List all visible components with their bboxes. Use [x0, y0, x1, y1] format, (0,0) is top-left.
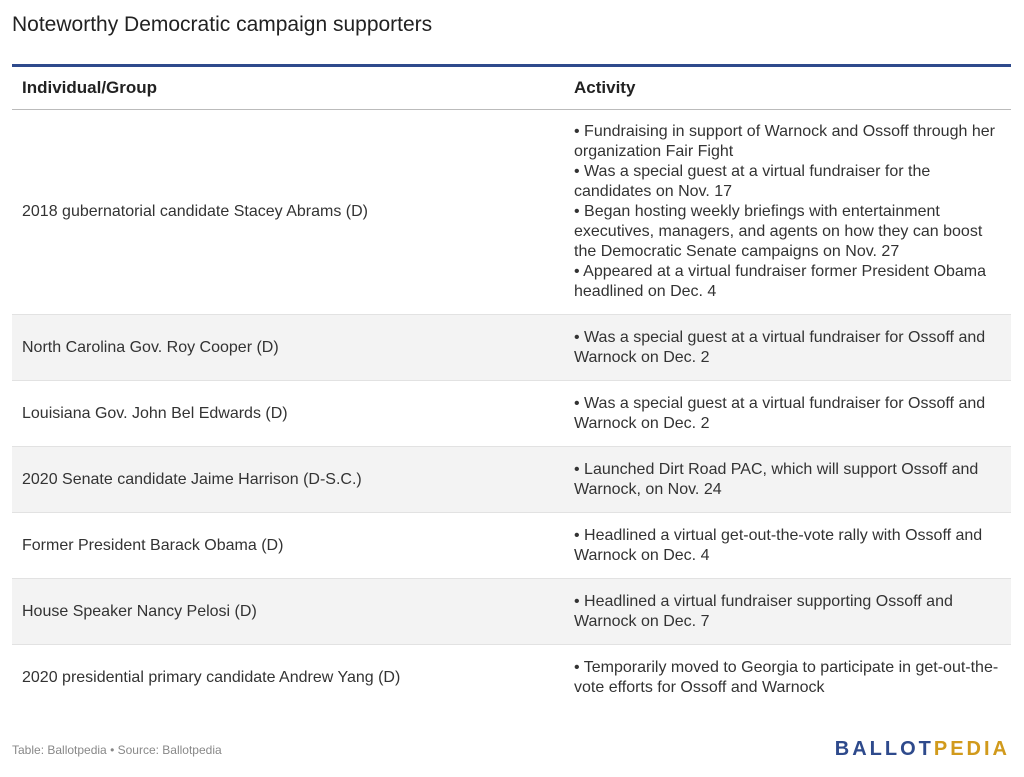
- activity-item: • Launched Dirt Road PAC, which will support Ossoff and Warnock, on Nov. 24: [574, 460, 979, 498]
- individual-cell: Louisiana Gov. John Bel Edwards (D): [22, 404, 288, 422]
- table-row: [12, 447, 1011, 513]
- activity-cell: [564, 513, 1011, 579]
- individual-cell: North Carolina Gov. Roy Cooper (D): [22, 338, 279, 356]
- activity-item: • Appeared at a virtual fundraiser former President Obama headlined on Dec. 4: [574, 263, 987, 300]
- table-header-row: [12, 66, 1011, 110]
- table-body: [12, 110, 1011, 711]
- activity-item: • Headlined a virtual get-out-the-vote rally with Ossoff and Warnock on Dec. 4: [574, 526, 983, 564]
- activity-cell: [564, 447, 1011, 513]
- logo-part-pedia: PEDIA: [933, 738, 1010, 760]
- activity-cell: [564, 579, 1011, 645]
- activity-cell: [564, 381, 1011, 447]
- column-header-individual: Individual/Group: [22, 78, 158, 97]
- activity-cell: [564, 315, 1011, 381]
- activity-cell: [564, 110, 1011, 315]
- logo-part-ballot: BALLOT: [834, 738, 934, 760]
- activity-item: • Began hosting weekly briefings with entertainment executives, managers, and agents on how they can boost the Democratic Senate campaigns on Nov. 27: [574, 203, 983, 260]
- table-row: [12, 645, 1011, 711]
- activity-item: • Headlined a virtual fundraiser supporting Ossoff and Warnock on Dec. 7: [574, 592, 953, 630]
- source-footer: Table: Ballotpedia • Source: Ballotpedia: [12, 743, 222, 757]
- table-row: [12, 315, 1011, 381]
- activity-cell: [564, 645, 1011, 711]
- page-title: Noteworthy Democratic campaign supporters: [12, 13, 433, 36]
- supporters-table-container: [12, 64, 1011, 711]
- activity-item: • Was a special guest at a virtual fundraiser for the candidates on Nov. 17: [574, 163, 931, 200]
- ballotpedia-logo: [835, 738, 1010, 761]
- activity-item: • Fundraising in support of Warnock and Ossoff through her organization Fair Fight: [574, 123, 995, 160]
- column-header-activity: Activity: [574, 78, 636, 97]
- table-row: [12, 381, 1011, 447]
- table-row: [12, 513, 1011, 579]
- table-row: [12, 110, 1011, 315]
- individual-cell: 2020 presidential primary candidate Andrew Yang (D): [22, 668, 401, 686]
- individual-cell: House Speaker Nancy Pelosi (D): [22, 602, 257, 620]
- individual-cell: Former President Barack Obama (D): [22, 536, 284, 554]
- activity-item: • Was a special guest at a virtual fundraiser for Ossoff and Warnock on Dec. 2: [574, 328, 986, 366]
- individual-cell: 2020 Senate candidate Jaime Harrison (D-S.C.): [22, 470, 362, 488]
- supporters-table: [12, 64, 1011, 711]
- activity-item: • Temporarily moved to Georgia to participate in get-out-the-vote efforts for Ossoff and Warnock: [574, 658, 999, 696]
- table-row: [12, 579, 1011, 645]
- activity-item: • Was a special guest at a virtual fundraiser for Ossoff and Warnock on Dec. 2: [574, 394, 986, 432]
- individual-cell: 2018 gubernatorial candidate Stacey Abrams (D): [22, 203, 368, 220]
